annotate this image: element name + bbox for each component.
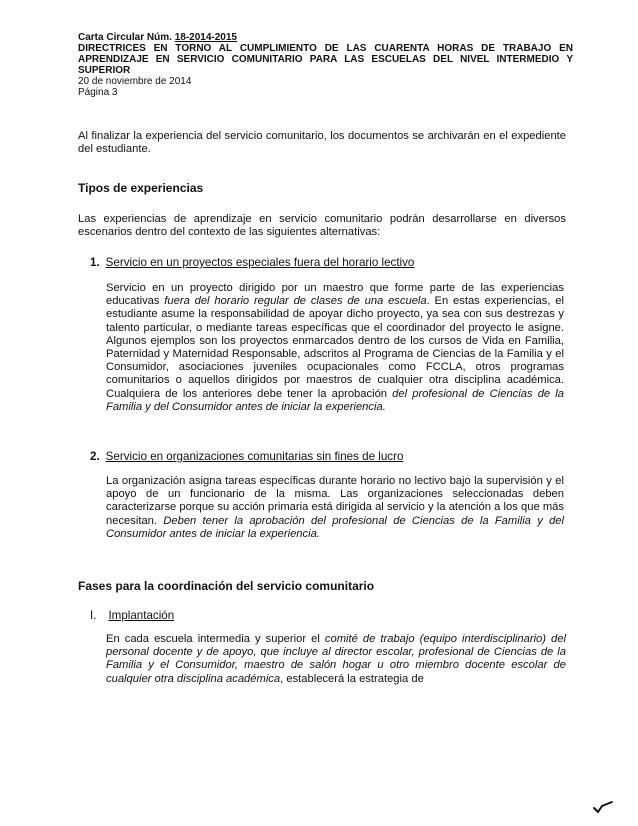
document-header xyxy=(78,32,573,98)
page-number: Página 3 xyxy=(78,87,118,98)
list-item-paragraph: Servicio en un proyecto dirigido por un maestro que forme parte de las experiencias educativas fuera del horario regular de clases de una escuela. En estas experiencias, el estudiante asume la responsabilidad de apoyar dicho proyecto, ya sea con sus destrezas y talento particular, o mediante tareas específicas que el coordinador del proyecto le asigne. Algunos ejemplos son los proyectos enmarcados dentro de los cursos de Vida en Familia, Paternidad y Maternidad Responsable, adscritos al Programa de Ciencias de la Familia y el Consumidor, asociaciones juveniles ocupacionales como FCCLA, otros programas comunitarios o aquellos dirigidos por maestros de cualquier otra disciplina académica. Cualquiera de los anteriores debe tener la aprobación del profesional de Ciencias de la Familia y del Consumidor antes de iniciar la experiencia. xyxy=(106,282,565,413)
section-heading-fases: Fases para la coordinación del servicio comunitario xyxy=(78,579,375,593)
list-item-heading: Servicio en organizaciones comunitarias sin fines de lucro xyxy=(105,450,404,463)
circular-number-line xyxy=(78,32,573,43)
check-mark-icon xyxy=(592,800,616,814)
list-item-title xyxy=(90,609,174,622)
list-item-number: 1. xyxy=(90,256,100,269)
section-intro-paragraph: Las experiencias de aprendizaje en servicio comunitario podrán desarrollarse en diversos escenarios dentro del contexto de las siguientes alternativas: xyxy=(78,213,566,239)
list-item-paragraph: La organización asigna tareas específicas durante horario no lectivo bajo la supervisión y el apoyo de un funcionario de la misma. Las organizaciones seleccionadas deben caracterizarse porque su acción primaria está dirigida al servicio y la atención a los que más necesitan. Deben tener la aprobación del profesional de Ciencias de la Familia y del Consumidor antes de iniciar la experiencia. xyxy=(106,475,564,540)
document-title: DIRECTRICES EN TORNO AL CUMPLIMIENTO DE LAS CUARENTA HORAS DE TRABAJO EN APRENDIZAJE EN SERVICIO COMUNITARIO PARA LAS ESCUELAS DEL NIVEL INTERMEDIO Y SUPERIOR xyxy=(78,43,573,76)
circular-number: 18-2014-2015 xyxy=(174,32,237,43)
circular-label: Carta Circular Núm. xyxy=(78,32,175,43)
intro-paragraph: Al finalizar la experiencia del servicio comunitario, los documentos se archivarán en el expediente del estudiante. xyxy=(78,130,566,156)
list-item-heading: Servicio en un proyectos especiales fuera del horario lectivo xyxy=(105,256,415,269)
document-date: 20 de noviembre de 2014 xyxy=(78,76,192,87)
list-item-title xyxy=(90,256,414,269)
list-item-number: I. xyxy=(90,609,97,622)
implantacion-paragraph: En cada escuela intermedia y superior el comité de trabajo (equipo interdisciplinario) del personal docente y de apoyo, que incluye al director escolar, profesional de Ciencias de la Familia y el Consumidor, maestro de salón hogar u otro miembro docente escolar de cualquier otra disciplina académica, establecerá la estrategia de xyxy=(106,633,566,685)
list-item-title xyxy=(90,450,403,463)
section-heading-tipos: Tipos de experiencias xyxy=(78,181,204,195)
list-item-number: 2. xyxy=(90,450,100,463)
list-item-heading: Implantación xyxy=(108,609,175,622)
